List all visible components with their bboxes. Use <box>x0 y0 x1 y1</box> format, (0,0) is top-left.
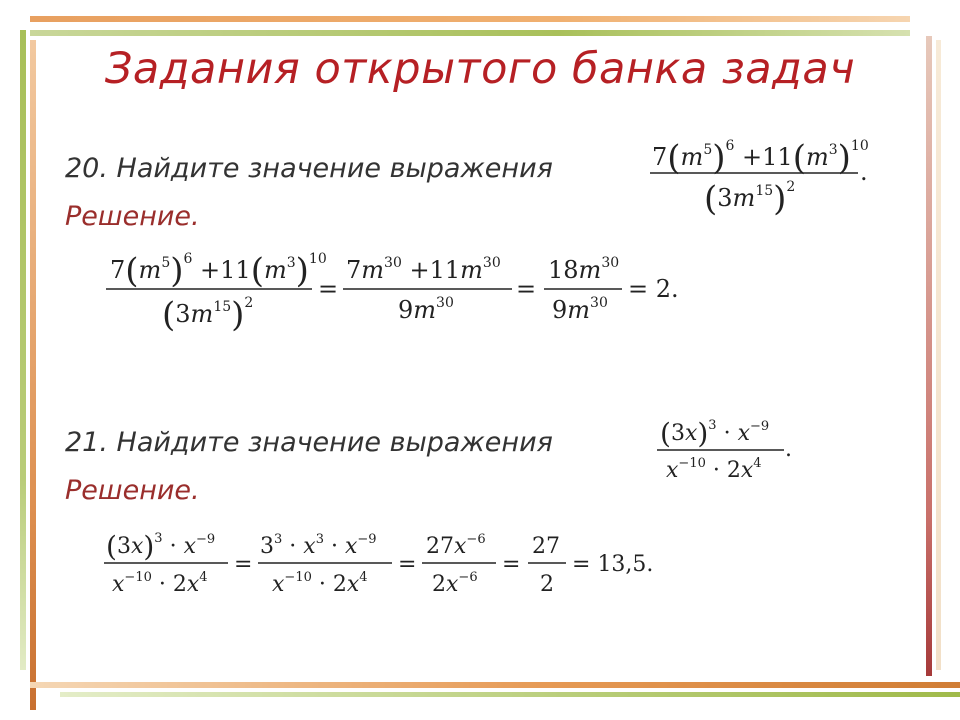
task-20-answer: 2 <box>655 275 672 303</box>
svg-text:(3m15)2: $(3m^{15})^2$ <box>704 179 796 219</box>
svg-text:9m30: $9m^{30}$ <box>398 295 454 324</box>
svg-text:=: = <box>502 552 521 577</box>
task-21-expression <box>657 417 792 483</box>
svg-text:33 · x3 · x−9: $3^3 \cdot x^3 \cdot x^{-9}$ <box>260 532 377 559</box>
task-21-solution-label: Решение. <box>65 475 200 506</box>
svg-text:27: 27 <box>532 534 560 559</box>
svg-text:x−10 · 2x4: $x^{-10} \cdot 2x^4$ <box>272 570 368 597</box>
svg-text:(3x)3 · x−9: $(3x)^3 \cdot x^{-9}$ <box>660 417 770 450</box>
svg-text:2: 2 <box>540 572 554 597</box>
svg-text:7(m5)6 +11(m3)10: $7(m^5)^6 +11(m^3)^{10}$ <box>110 251 327 291</box>
svg-text:x−10 · 2x4: $x^{-10} \cdot 2x^4$ <box>666 456 762 483</box>
svg-text:18m30: $18m^{30}$ <box>548 255 620 284</box>
svg-text:.: . <box>785 437 792 462</box>
svg-text:(3x)3 · x−9: $(3x)^3 \cdot x^{-9}$ <box>106 530 216 563</box>
svg-text:=: = <box>398 552 417 577</box>
svg-text:7m30 +11m30: $7m^{30} +11m^{30}$ <box>346 255 501 284</box>
slide-title: Задания открытого банка задач <box>104 44 856 94</box>
svg-text:7(m5)6 +11(m3)10: $7(m^5)^6 +11(m^3)^{10}$ <box>652 138 869 178</box>
task-20-expression <box>650 138 869 219</box>
svg-text:=: = <box>516 275 537 303</box>
svg-text:(3m15)2: $(3m^{15})^2$ <box>162 295 254 335</box>
svg-text:= 13,5.: = 13,5. <box>572 552 654 577</box>
task-21-prompt: 21. Найдите значение выражения <box>65 427 553 458</box>
svg-text:=: = <box>318 275 339 303</box>
task-21-solution <box>104 530 653 597</box>
svg-text:=: = <box>234 552 253 577</box>
svg-text:= 2.: = 2. <box>628 275 679 303</box>
task-20-solution-label: Решение. <box>65 201 200 232</box>
svg-text:x−10 · 2x4: $x^{-10} \cdot 2x^4$ <box>112 570 208 597</box>
svg-text:.: . <box>860 158 868 186</box>
svg-text:9m30: $9m^{30}$ <box>552 295 608 324</box>
task-20-solution <box>106 251 679 335</box>
task-20-prompt: 20. Найдите значение выражения <box>65 153 553 184</box>
svg-text:27x−6: $27x^{-6}$ <box>426 532 486 559</box>
svg-text:2x−6: $2x^{-6}$ <box>432 570 478 597</box>
task-21-answer: 13,5 <box>597 552 647 577</box>
